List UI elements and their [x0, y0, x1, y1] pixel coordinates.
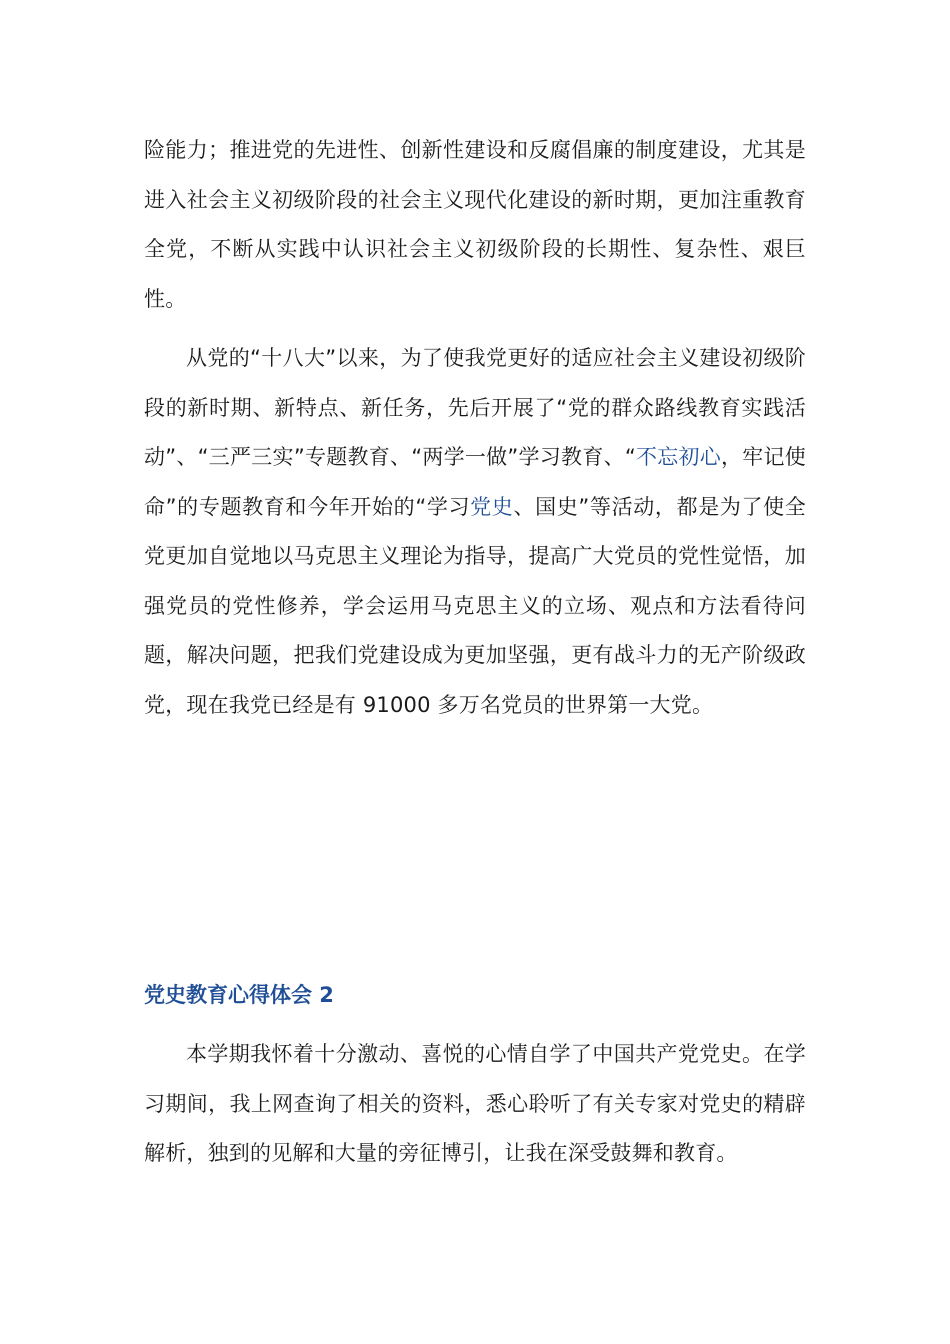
paragraph-3: 本学期我怀着十分激动、喜悦的心情自学了中国共产党党史。在学习期间，我上网查询了相关的资料，悉心聆听了有关专家对党史的精辟解析，独到的见解和大量的旁征博引，让我在深受鼓舞和教育。: [144, 1042, 806, 1165]
paragraph-2-text-b: ，牢记使命”的专题教育和今年开始的“学习: [144, 445, 806, 519]
paragraph-3-block: [144, 1030, 806, 1179]
paragraph-1: 险能力；推进党的先进性、创新性建设和反腐倡廉的制度建设，尤其是进入社会主义初级阶段的社会主义现代化建设的新时期，更加注重教育全党，不断从实践中认识社会主义初级阶段的长期性、复杂性、艰巨性。: [144, 138, 806, 311]
paragraph-2-text-a: 从党的“十八大”以来，为了使我党更好的适应社会主义建设初级阶段的新时期、新特点、新任务，先后开展了“党的群众路线教育实践活动”、“三严三实”专题教育、“两学一做”学习教育、“: [144, 346, 806, 469]
paragraph-1-block: [144, 126, 806, 324]
link-buwangchuxin[interactable]: 不忘初心: [635, 445, 722, 469]
link-dangshi[interactable]: 党史: [470, 494, 514, 519]
section-heading-block: [144, 980, 806, 1010]
paragraph-2: [144, 334, 806, 730]
paragraph-2-block: [144, 334, 806, 730]
paragraph-2-text-c: 、国史”等活动，都是为了使全党更加自觉地以马克思主义理论为指导，提高广大党员的党性觉悟，加强党员的党性修养，学会运用马克思主义的立场、观点和方法看待问题，解决问题，把我们党建设成为更加坚强，更有战斗力的无产阶级政党，现在我党已经是有 91000 多万名党员的世界第一大党。: [144, 494, 806, 717]
section-heading: 党史教育心得体会 2: [144, 983, 334, 1007]
